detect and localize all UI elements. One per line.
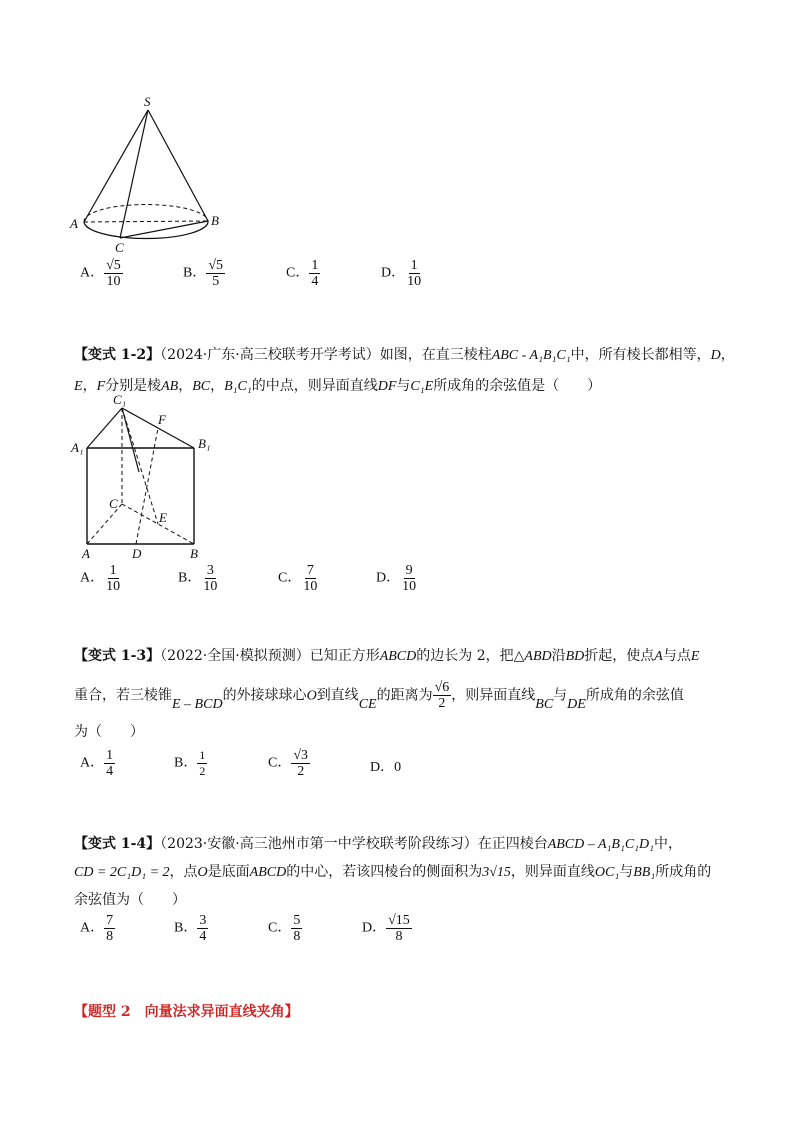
q14-option-b: B． $\frac{3}{4}$: [174, 913, 207, 944]
q12-option-a: A． $\frac{1}{10}$: [80, 563, 121, 594]
q14-line3: 余弦值为（ ）: [74, 892, 186, 908]
q0-option-b: B． $\frac{√5}{5}$: [183, 258, 224, 289]
label-B: B: [211, 213, 219, 228]
label-D: D: [132, 546, 142, 561]
q12-line2: E，F分别是棱AB，BC，B₁C₁的中点，则异面直线DF与C₁E所成角的余弦值是（ ）: [74, 378, 602, 394]
q12-line1: 【变式 1-2】（2024·广东·高三校联考开学考试）如图，在直三棱柱ABC - A₁B₁C₁中，所有棱长都相等，D，: [74, 347, 735, 363]
q12-option-c: C． $\frac{7}{10}$: [278, 563, 318, 594]
label-B1: B₁: [198, 436, 211, 451]
label-B: B: [190, 546, 198, 561]
q12-option-b: B． $\frac{3}{10}$: [178, 563, 218, 594]
label-C: C: [115, 240, 124, 255]
q13-line3: 为（ ）: [74, 724, 144, 740]
q13-option-a: A． $\frac{1}{4}$: [80, 748, 114, 779]
cone-figure: [60, 90, 230, 255]
section-heading: 【题型 2 向量法求异面直线夹角】: [74, 1004, 299, 1020]
q14-option-d: D． $\frac{√15}{8}$: [362, 913, 410, 944]
label-S: S: [144, 94, 151, 109]
q13-option-c: C． $\frac{√3}{2}$: [268, 748, 309, 779]
q0-option-a: A． $\frac{√5}{10}$: [80, 258, 121, 289]
label-A: A: [70, 216, 78, 231]
q14-line2: CD = 2C₁D₁ = 2，点O是底面ABCD的中心，若该四棱台的侧面积为3√15，则异面直线OC₁与BB₁所成角的: [74, 864, 712, 880]
q13-line2: 重合，若三棱锥E – BCD的外接球球心O到直线CE的距离为 $\frac{√6}{2}$ ，则异面直线BC与DE所成角的余弦值: [74, 680, 684, 712]
label-A: A: [82, 546, 90, 561]
q14-option-c: C． $\frac{5}{8}$: [268, 913, 301, 944]
q14-option-a: A． $\frac{7}{8}$: [80, 913, 114, 944]
prism-figure: [66, 392, 226, 564]
q13-line1: 【变式 1-3】（2022·全国·模拟预测）已知正方形ABCD的边长为 2，把△ABD沿BD折起，使点A与点E: [74, 648, 700, 664]
q13-option-b: B． $\frac{1}{2}$: [174, 748, 206, 778]
q13-option-d: D．0: [370, 760, 402, 775]
label-A1: A₁: [71, 440, 84, 455]
q0-option-c: C． $\frac{1}{4}$: [286, 258, 319, 289]
label-F: F: [158, 412, 166, 427]
label-E: E: [159, 510, 167, 525]
label-C: C: [109, 496, 118, 511]
label-C1: C₁: [113, 392, 127, 407]
q14-line1: 【变式 1-4】（2023·安徽·高三池州市第一中学校联考阶段练习）在正四棱台ABCD – A₁B₁C₁D₁中，: [74, 836, 683, 852]
q0-option-d: D． $\frac{1}{10}$: [381, 258, 422, 289]
q12-option-d: D． $\frac{9}{10}$: [376, 563, 417, 594]
